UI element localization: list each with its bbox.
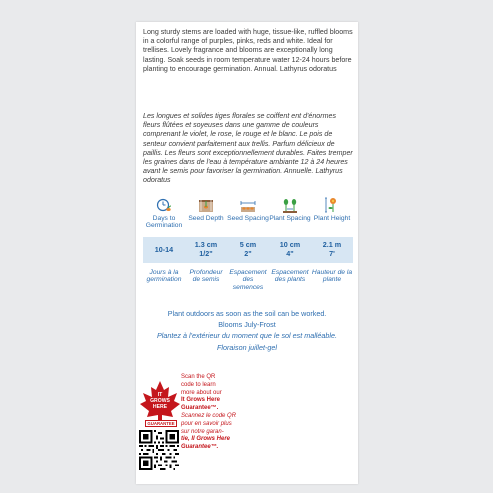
planting-fr-line1: Plantez à l'extérieur du moment que le sol est malléable.: [157, 331, 337, 341]
seed-depth-label-fr: Profondeur de semis: [189, 269, 223, 284]
germination-value: 10-14: [154, 244, 174, 254]
seed-spacing-label: Seed Spacing: [227, 215, 269, 222]
maple-leaf-badge: [139, 380, 181, 428]
seed-spacing-icon: [240, 197, 256, 213]
seed-depth-label: Seed Depth: [188, 215, 224, 222]
seed-depth-value: 1.3 cm 1/2": [194, 240, 218, 258]
planting-instructions: [136, 308, 358, 353]
french-description: Les longues et solides tiges florales se coiffent ent d'énormes fleurs flûtées et soyeuses dans une gamme de couleurs comprenant le violet, le rose, le rouge et le blanc. Le pois de senteur convient parfaitement aux trellis. Parfum délicieux de paillis. Les fleurs sont exceptionnellement durables. Faites tremper les graines dans de l'eau à température ambiante 12 à 24 heures avant le semis pour favoriser la germination. Annuelle. Lathyrus odoratus: [143, 112, 353, 185]
badge-line2: GROWS: [150, 398, 170, 404]
germination-label: Days to Germination: [145, 215, 183, 230]
seed-spacing-label-fr: Espacement des semences: [229, 269, 267, 291]
seed-packet-back: [136, 22, 358, 484]
info-col-seed-spacing: [227, 197, 269, 291]
info-col-seed-depth: [185, 197, 227, 291]
badge-line3: HERE: [152, 404, 168, 410]
seed-spacing-value: 5 cm 2": [239, 240, 257, 258]
info-col-plant-spacing: [269, 197, 311, 291]
info-col-plant-height: [311, 197, 353, 291]
plant-height-label: Plant Height: [313, 215, 351, 222]
germination-label-fr: Jours à la germination: [146, 269, 182, 284]
growing-info: [143, 197, 353, 291]
planting-en-line2: Blooms July-Frost: [218, 320, 276, 330]
plant-spacing-icon: [282, 197, 298, 213]
clock-seedling-icon: [156, 197, 172, 213]
english-description: Long sturdy stems are loaded with huge, tissue-like, ruffled blooms in a colorful range of purples, pinks, reds and white. Ideal for trellises. Lovely fragrance and blooms are exceptionally long lasting. Soak seeds in room temperature water 12-24 hours before planting to encourage germination. Annual. Lathyrus odoratus: [143, 28, 353, 73]
seed-depth-icon: [198, 197, 214, 213]
plant-height-label-fr: Hauteur de la plante: [311, 269, 353, 284]
plant-height-value: 2.1 m 7': [322, 240, 342, 258]
info-col-germination: [143, 197, 185, 291]
guarantee-text: Scan the QR code to learn more about our It Grows Here Guarantee™. Scannez le code QR pour en savoir plus sur notre garan- tie, Il Grows Here Guarantee™.: [181, 374, 237, 451]
plant-spacing-label-fr: Espacement des plants: [271, 269, 309, 284]
badge-guarantee: GUARANTEE: [145, 420, 177, 427]
planting-fr-line2: Floraison juillet-gel: [217, 342, 277, 352]
guarantee-section: [139, 374, 358, 482]
badge-line1: IT: [157, 392, 163, 398]
plant-height-icon: [324, 197, 340, 213]
planting-en-line1: Plant outdoors as soon as the soil can be worked.: [167, 309, 327, 318]
qr-code[interactable]: [139, 430, 179, 470]
plant-spacing-value: 10 cm 4": [279, 240, 301, 258]
plant-spacing-label: Plant Spacing: [269, 215, 311, 222]
